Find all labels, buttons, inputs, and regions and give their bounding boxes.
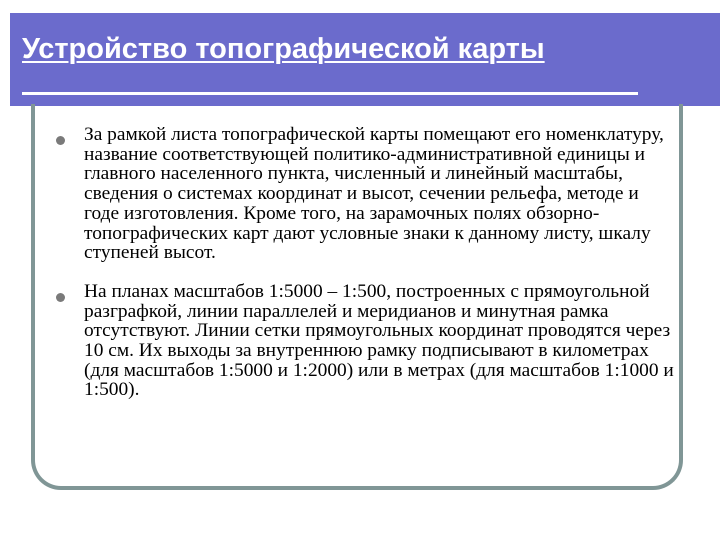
bullet-list (54, 125, 674, 419)
bullet-dot-icon (56, 293, 65, 302)
list-item (54, 282, 674, 400)
title-underline-rule (22, 92, 638, 95)
bullet-text: На планах масштабов 1:5000 – 1:500, построенных с прямоугольной разграфкой, линии параллелей и меридианов и минутная рамка отсутствуют. Линии сетки прямоугольных координат проводятся через 10 см. Их выходы за внутреннюю рамку подписывают в километрах (для масштабов 1:5000 и 1:2000) или в метрах (для масштабов 1:1000 и 1:500). (84, 280, 674, 401)
slide-title: Устройство топографической карты (22, 33, 545, 65)
bullet-dot-icon (56, 136, 65, 145)
list-item (54, 125, 674, 263)
bullet-text: За рамкой листа топографической карты помещают его номенклатуру, название соответствующей политико-административной единицы и главного населенного пункта, численный и линейный масштабы, сведения о системах координат и высот, сечении рельефа, методе и годе изготовления. Кроме того, на зарамочных полях обзорно-топографических карт дают условные знаки к данному листу, шкалу ступеней высот. (84, 124, 664, 264)
